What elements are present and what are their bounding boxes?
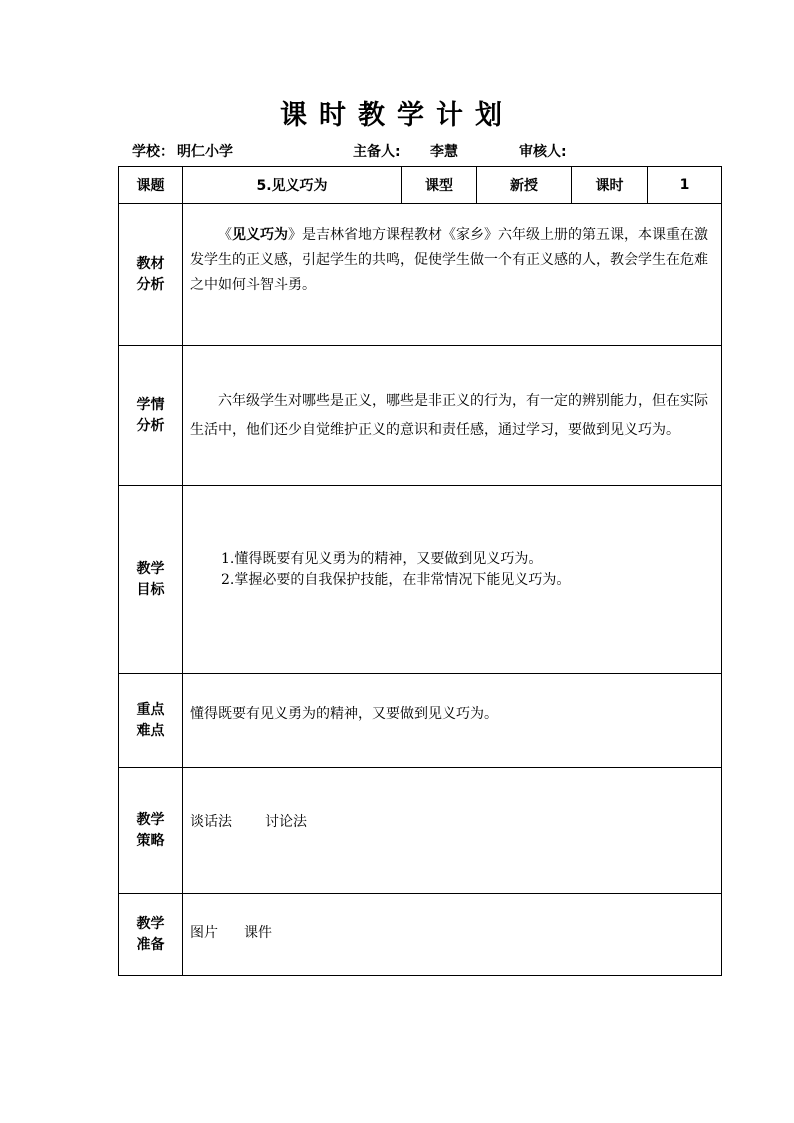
key-points-content	[183, 674, 722, 768]
key-points-label-line1: 重点	[136, 701, 165, 718]
strategy-item: 谈话法	[190, 814, 232, 830]
lesson-plan-table	[118, 166, 722, 976]
students-label-line1: 学情	[136, 396, 165, 413]
goals-content	[183, 486, 722, 674]
goals-label-line1: 教学	[136, 560, 165, 577]
students-row	[119, 346, 722, 486]
strategy-label-line1: 教学	[136, 811, 165, 828]
strategy-content	[183, 768, 722, 894]
strategy-label	[119, 768, 183, 894]
strategy-list	[183, 810, 721, 835]
preparation-label-line1: 教学	[136, 915, 165, 932]
goals-label-line2: 目标	[136, 581, 165, 598]
hours-value: 1	[648, 167, 722, 204]
key-points-row	[119, 674, 722, 768]
material-label-line1: 教材	[136, 255, 165, 272]
material-bracket: 《	[218, 227, 232, 243]
preparation-item: 图片	[190, 925, 218, 941]
material-content	[183, 204, 722, 346]
students-label-line2: 分析	[136, 417, 165, 434]
preparation-item: 课件	[244, 925, 272, 941]
preparer-label: 主备人:	[353, 144, 401, 160]
type-value: 新授	[477, 167, 572, 204]
goals-row	[119, 486, 722, 674]
strategy-item: 讨论法	[265, 814, 307, 830]
students-content	[183, 346, 722, 486]
material-book-title: 见义巧为	[232, 227, 288, 243]
strategy-row	[119, 768, 722, 894]
material-row	[119, 204, 722, 346]
header-row	[119, 167, 722, 204]
preparation-label-line2: 准备	[136, 936, 165, 953]
key-points-label-line2: 难点	[136, 722, 165, 739]
school-label: 学校：	[132, 144, 174, 160]
preparation-label	[119, 894, 183, 976]
topic-value: 5.见义巧为	[183, 167, 402, 204]
material-description: 》是吉林省地方课程教材《家乡》六年级上册的第五课，本课重在激发学生的正义感，引起学生的共鸣，促使学生做一个有正义感的人，教会学生在危难之中如何斗智斗勇。	[190, 227, 708, 293]
key-points-text: 懂得既要有见义勇为的精神，又要做到见义巧为。	[190, 706, 498, 722]
goal-item: 2.掌握必要的自我保护技能，在非常情况下能见义巧为。	[221, 571, 571, 588]
preparation-list	[183, 921, 721, 946]
key-points-label	[119, 674, 183, 768]
preparation-row	[119, 894, 722, 976]
students-text: 六年级学生对哪些是正义，哪些是非正义的行为，有一定的辨别能力，但在实际生活中，他们还少自觉维护正义的意识和责任感，通过学习，要做到见义巧为。	[190, 392, 708, 438]
preparer-value: 李慧	[430, 144, 458, 160]
goals-list	[183, 549, 721, 591]
reviewer-label: 审核人:	[519, 144, 567, 160]
goals-label	[119, 486, 183, 674]
page-title: 课时教学计划	[280, 100, 514, 131]
topic-label: 课题	[119, 167, 183, 204]
goal-item: 1.懂得既要有见义勇为的精神，又要做到见义巧为。	[221, 550, 543, 567]
material-text	[183, 223, 721, 298]
strategy-label-line2: 策略	[136, 832, 165, 849]
hours-label: 课时	[572, 167, 648, 204]
school-value: 明仁小学	[177, 144, 233, 160]
students-label	[119, 346, 183, 486]
preparation-content	[183, 894, 722, 976]
material-label-line2: 分析	[136, 276, 165, 293]
type-label: 课型	[402, 167, 477, 204]
material-label	[119, 204, 183, 346]
